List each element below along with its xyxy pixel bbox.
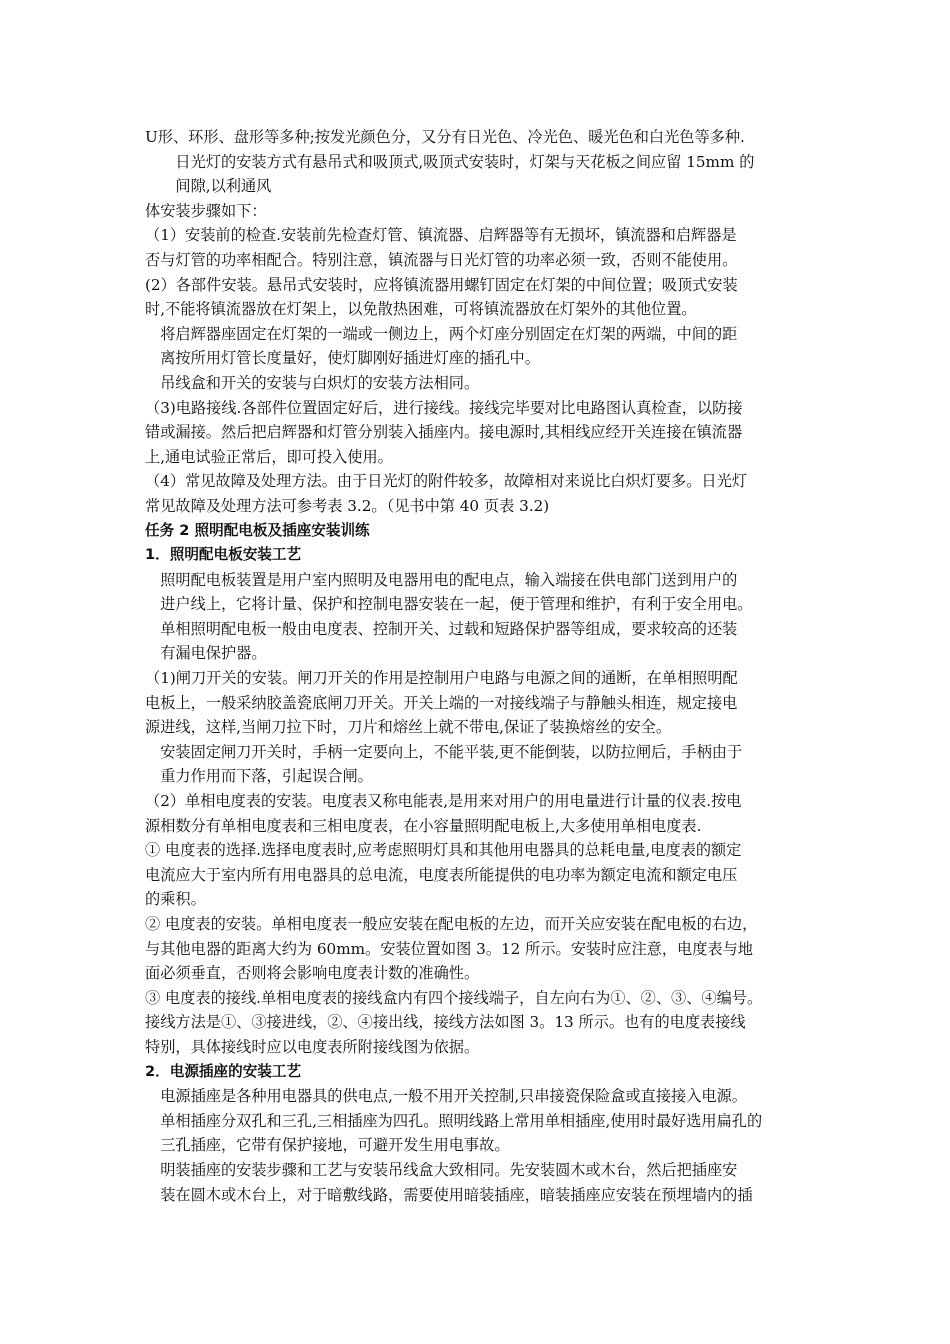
section-heading	[145, 519, 810, 544]
text-line: 1．照明配电板安装工艺	[145, 546, 302, 564]
paragraph	[145, 740, 810, 789]
text-line: 电流应大于室内所有用电器具的总电流，电度表所能提供的电功率为额定电流和额定电压	[145, 865, 738, 884]
text-line: 错或漏接。然后把启辉器和灯管分别装入插座内。接电源时,其相线应经开关连接在镇流器	[145, 423, 743, 442]
text-line: 间隙,以利通风	[175, 177, 272, 196]
paragraph	[145, 199, 810, 224]
text-line: 接线方法是①、③接进线，②、④接出线，接线方法如图 3。13 所示。也有的电度表接线	[145, 1013, 746, 1032]
text-line: ② 电度表的安装。单相电度表一般应安装在配电板的左边，而开关应安装在配电板的右边，	[145, 915, 758, 933]
text-line: ③ 电度表的接线.单相电度表的接线盒内有四个接线端子，自左向右为①、②、③、④编号。	[145, 988, 763, 1007]
paragraph	[145, 912, 810, 986]
text-line: 2．电源插座的安装工艺	[145, 1062, 302, 1080]
text-line: (2）各部件安装。悬吊式安装时，应将镇流器用螺钉固定在灯架的中间位置；吸顶式安装	[145, 275, 738, 294]
paragraph	[145, 273, 810, 322]
paragraph	[145, 1158, 810, 1207]
text-line: （3)电路接线.各部件位置固定好后，进行接线。接线完毕要对比电路图认真检查，以防接	[145, 398, 743, 417]
text-line: 的乘积。	[145, 890, 206, 909]
paragraph	[145, 568, 810, 617]
text-line: 明装插座的安装步骤和工艺与安装吊线盒大致相同。先安装圆木或木台，然后把插座安	[160, 1160, 738, 1179]
paragraph	[145, 666, 810, 740]
text-line: 单相插座分双孔和三孔,三相插座为四孔。照明线路上常用单相插座,使用时最好选用扁孔的	[160, 1111, 763, 1130]
text-line: （1）安装前的检查.安装前先检查灯管、镇流器、启辉器等有无损坏，镇流器和启辉器是	[145, 226, 737, 245]
text-line: 体安装步骤如下：	[145, 201, 267, 220]
section-heading	[145, 543, 810, 568]
text-line: 源进线，这样,当闸刀拉下时，刀片和熔丝上就不带电,保证了装换熔丝的安全。	[145, 718, 672, 737]
text-line: 离按所用灯管长度量好，使灯脚刚好插进灯座的插孔中。	[160, 349, 540, 368]
text-line: U形、环形、盘形等多种;按发光颜色分，又分有日光色、冷光色、暖光色和白光色等多种.	[145, 128, 745, 146]
text-line: 时,不能将镇流器放在灯架上，以免散热困难，可将镇流器放在灯架外的其他位置。	[145, 300, 697, 319]
paragraph	[145, 1084, 810, 1158]
text-line: 有漏电保护器。	[160, 644, 267, 663]
paragraph	[145, 322, 810, 371]
text-line: 安装固定闸刀开关时，手柄一定要向上，不能平装,更不能倒装，以防拉闸后，手柄由于	[160, 742, 743, 761]
paragraph	[145, 371, 810, 396]
paragraph	[145, 150, 810, 199]
text-line: （1)闸刀开关的安装。闸刀开关的作用是控制用户电路与电源之间的通断，在单相照明配	[145, 669, 738, 688]
text-line: 特别，具体接线时应以电度表所附接线图为依据。	[145, 1037, 480, 1056]
text-line: 单相照明配电板一般由电度表、控制开关、过载和短路保护器等组成，要求较高的还装	[160, 619, 738, 638]
paragraph	[145, 223, 810, 272]
text-line: ① 电度表的选择.选择电度表时,应考虑照明灯具和其他用电器具的总耗电量,电度表的额定	[145, 841, 742, 860]
paragraph	[145, 396, 810, 470]
text-line: 电源插座是各种用电器具的供电点,一般不用开关控制,只串接瓷保险盒或直接接入电源。	[160, 1087, 747, 1106]
paragraph	[145, 125, 810, 150]
document-page	[145, 125, 810, 1207]
text-line: 常见故障及处理方法可参考表 3.2。（见书中第 40 页表 3.2)	[145, 496, 550, 515]
paragraph	[145, 469, 810, 518]
text-line: 装在圆木或木台上，对于暗敷线路，需要使用暗装插座，暗装插座应安装在预埋墙内的插	[160, 1185, 753, 1204]
text-line: （2）单相电度表的安装。电度表又称电能表,是用来对用户的用电量进行计量的仪表.按电	[145, 792, 742, 811]
text-line: 源相数分有单相电度表和三相电度表，在小容量照明配电板上,大多使用单相电度表.	[145, 816, 702, 835]
paragraph	[145, 838, 810, 912]
text-line: 将启辉器座固定在灯架的一端或一侧边上，两个灯座分别固定在灯架的两端，中间的距	[160, 324, 738, 343]
text-line: 进户线上，它将计量、保护和控制电器安装在一起，便于管理和维护，有利于安全用电。	[160, 595, 753, 614]
text-line: 任务 2 照明配电板及插座安装训练	[145, 521, 370, 539]
section-heading	[145, 1060, 810, 1085]
text-line: 吊线盒和开关的安装与白炽灯的安装方法相同。	[160, 373, 480, 392]
paragraph	[145, 986, 810, 1060]
text-line: 重力作用而下落，引起误合闸。	[160, 767, 373, 786]
text-line: 与其他电器的距离大约为 60mm。安装位置如图 3。12 所示。安装时应注意，电度表与地	[145, 939, 753, 958]
paragraph	[145, 617, 810, 666]
text-line: 照明配电板装置是用户室内照明及电器用电的配电点，输入端接在供电部门送到用户的	[160, 570, 738, 589]
text-line: 否与灯管的功率相配合。特别注意，镇流器与日光灯管的功率必须一致，否则不能使用。	[145, 250, 738, 269]
text-line: 三孔插座，它带有保护接地，可避开发生用电事故。	[160, 1136, 510, 1155]
text-line: 面必须垂直，否则将会影响电度表计数的准确性。	[145, 964, 480, 983]
paragraph	[145, 789, 810, 838]
text-line: （4）常见故障及处理方法。由于日光灯的附件较多，故障相对来说比白炽灯要多。日光灯	[145, 472, 747, 491]
text-line: 日光灯的安装方式有悬吊式和吸顶式,吸顶式安装时，灯架与天花板之间应留 15mm 的	[175, 152, 755, 171]
text-line: 上,通电试验正常后，即可投入使用。	[145, 447, 393, 466]
text-line: 电板上，一般采纳胶盖瓷底闸刀开关。开关上端的一对接线端子与静触头相连，规定接电	[145, 693, 738, 712]
